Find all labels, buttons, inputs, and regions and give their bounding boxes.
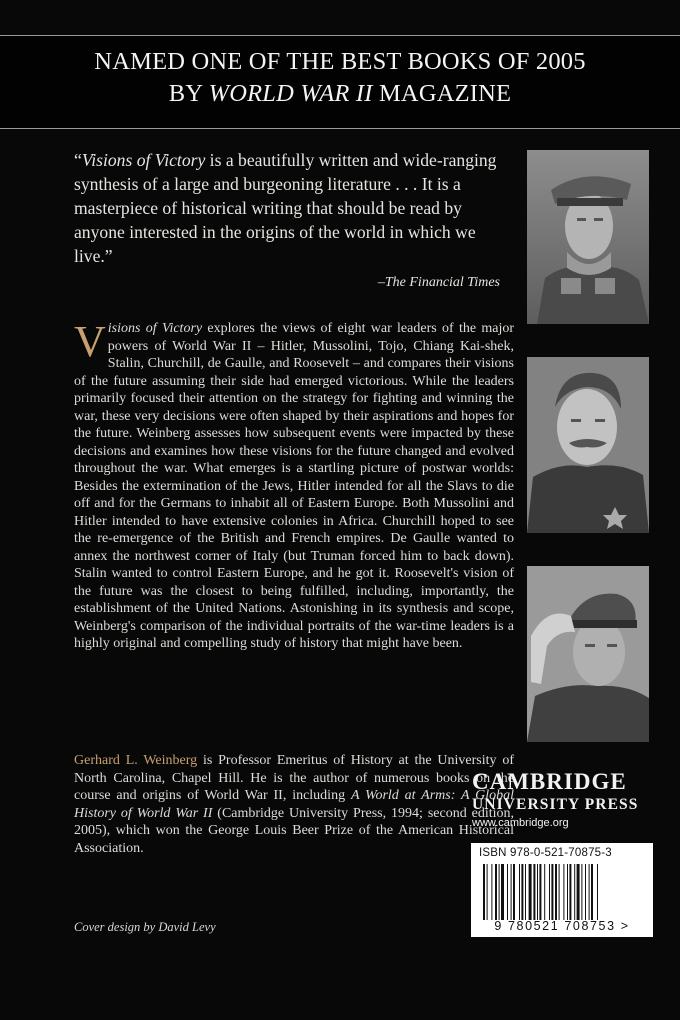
award-banner (0, 35, 680, 129)
quote-open-mark: “ (74, 150, 82, 170)
book-summary (74, 317, 515, 653)
portrait-photo-2 (527, 357, 649, 533)
author-name: Gerhard L. Weinberg (74, 753, 198, 768)
publisher-url: www.cambridge.org (472, 817, 569, 829)
banner-prefix: BY (168, 80, 209, 107)
banner-line-2 (0, 80, 680, 108)
review-quote (74, 148, 514, 268)
magazine-name: WORLD WAR II (208, 80, 373, 107)
publisher-name-2: UNIVERSITY PRESS (472, 796, 639, 813)
bio-text-1: is Professor Emeritus of History at the University of North Carolina, Chapel Hill. He is the author of numerous books on the course and origins of World War II, including (74, 753, 514, 803)
barcode-bars (483, 864, 641, 920)
barcode (471, 843, 653, 937)
bio-text-2: (Cambridge University Press, 1994; second edition, 2005), which won the George Louis Beer Prize of the American Historical Association. (74, 805, 514, 856)
drop-cap: V (74, 317, 106, 366)
summary-book-title: isions of Victory (107, 321, 203, 336)
quote-book-title: Visions of Victory (81, 150, 206, 170)
quote-text: is a beautifully written and wide-ranging synthesis of a large and burgeoning literature . . . It is a masterpiece of historical writing that should be read by anyone interested in the origins of the world in which we live.” (74, 150, 497, 266)
publisher-name-1: CAMBRIDGE (472, 769, 627, 794)
portrait-photo-3 (527, 566, 649, 742)
bio-book-title: A World at Arms: A Global History of World War II (74, 788, 514, 821)
banner-suffix: MAGAZINE (372, 80, 512, 107)
quote-source: –The Financial Times (377, 275, 500, 290)
author-bio (74, 752, 514, 857)
isbn-label: ISBN 978-0-521-70875-3 (479, 847, 612, 859)
cover-credit: Cover design by David Levy (74, 920, 216, 934)
banner-line-1: NAMED ONE OF THE BEST BOOKS OF 2005 (94, 48, 586, 75)
portrait-photo-1 (527, 150, 649, 324)
barcode-digits: 9 780521 708753 > (494, 919, 630, 933)
summary-text: explores the views of eight war leaders of the major powers of World War II – Hitler, Mussolini, Tojo, Chiang Kai-shek, Stalin, Churchill, de Gaulle, and Roosevelt – and compares their visions of the future assuming their side had emerged victorious. While the leaders primarily focused their attention on the strategy for fighting and winning the war, these very decisions were often shaped by their aspirations and hopes for the future. Weinberg assesses how subsequent events were impacted by these decisions and examines how these visions for the future changed and evolved throughout the war. What emerges is a startling picture of postwar worlds: Besides the extermination of the Jews, Hitler intended for all the Slavs to die off and for the Germans to inhabit all of Eastern Europe. Both Mussolini and Hitler intended to have extensive colonies in Africa. Churchill hoped to see the re-emergence of the British and French empires. De Gaulle wanted to annex the northwest corner of Italy (but Truman forced him to back down). Stalin wanted to control Eastern Europe, and he got it. Roosevelt's vision of the future was the closest to being fulfilled, including, importantly, the establishment of the United Nations. Astonishing in its synthesis and scope, Weinberg's comparison of the individual portraits of the war-time leaders is a highly original and compelling study of history that might have been. (74, 321, 515, 651)
publisher-logo (472, 770, 672, 829)
